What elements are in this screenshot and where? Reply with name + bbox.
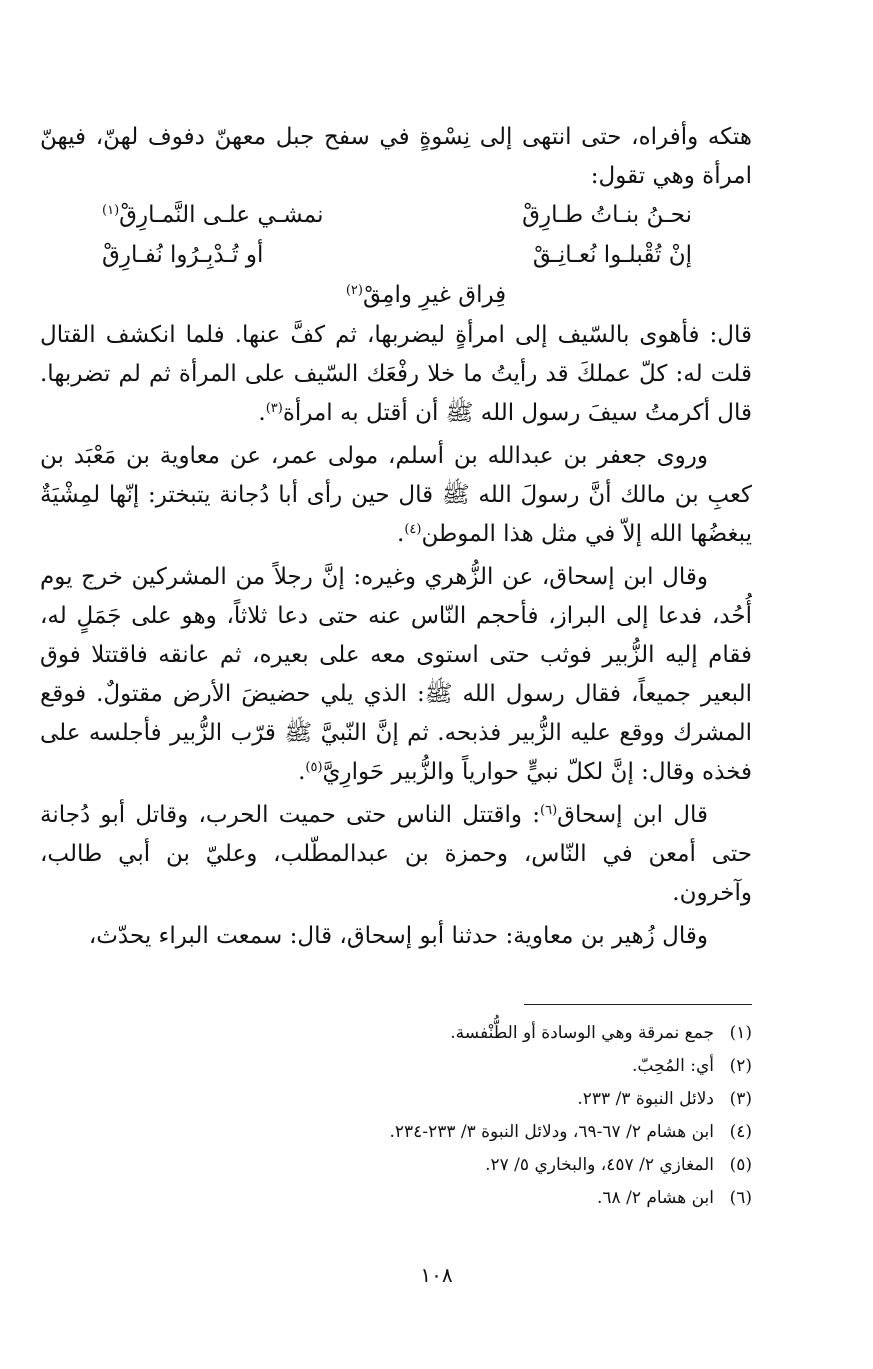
footnote-text: دلائل النبوة ٣/ ٢٣٣. <box>577 1089 714 1109</box>
footnote-ref-3: (٣) <box>265 401 283 416</box>
footnote-text: ابن هشام ٢/ ٦٧-٦٩، ودلائل النبوة ٣/ ٢٣٣-٢٣٤. <box>389 1122 714 1142</box>
paragraph-4 <box>40 558 752 792</box>
verse-1-first-text: نحـنُ بنـاتُ طـارِقْ <box>522 202 692 228</box>
footnote-item <box>52 1182 752 1215</box>
paragraph-3-text: وروى جعفر بن عبدالله بن أسلم، مولى عمر، عن معاوية بن مَعْبَد بن كعبِ بن مالك أنَّ رسولَ الله ﷺ قال حين رأى أبا دُجانة يتبختر: إنّها لمِشْيَةٌ يبغضُها الله إلاّ في مثل هذا الموطن <box>40 443 752 547</box>
verse-3-text: فِراق غيرِ وامِقْ <box>362 282 507 308</box>
footnote-ref-5: (٥) <box>305 760 323 775</box>
paragraph-2-text: قال: فأهوى بالسّيف إلى امرأةٍ ليضربها، ثم كفَّ عنها. فلما انكشف القتال قلت له: كلّ عملكَ قد رأيتُ ما خلا رفْعَك السّيف على المرأة ثم لم تضربها. قال أكرمتُ سيفَ رسول الله ﷺ أن أقتل به امرأة <box>40 322 752 426</box>
paragraph-2-end: . <box>258 400 266 426</box>
footnote-number: (١) <box>729 1023 752 1043</box>
footnote-ref-6: (٦) <box>540 803 558 818</box>
footnote-ref-1: (١) <box>102 203 120 218</box>
verse-line-3 <box>40 276 752 316</box>
verse-2-second-text: أو تُـدْبِـرُوا نُفـارِقْ <box>102 242 264 268</box>
main-text <box>40 118 752 956</box>
paragraph-4-end: . <box>298 759 306 785</box>
paragraph-5 <box>40 796 752 913</box>
footnote-ref-4: (٤) <box>404 522 422 537</box>
verse-1-second-text: نمشـي علـى النَّمـارِقْ <box>119 202 324 228</box>
paragraph-1-text: هتكه وأفراه، حتى انتهى إلى نِسْوةٍ في سفح جبل معهنّ دفوف لهنّ، فيهنّ امرأة وهي تقول: <box>40 124 752 189</box>
footnote-number: (٦) <box>729 1188 752 1208</box>
footnote-item <box>52 1116 752 1149</box>
footnote-item <box>52 1149 752 1182</box>
paragraph-3-end: . <box>397 521 405 547</box>
paragraph-5-rest: : واقتتل الناس حتى حميت الحرب، وقاتل أبو دُجانة حتى أمعن في النّاس، وحمزة بن عبدالمطّلب، وعليّ بن أبي طالب، وآخرون. <box>40 802 752 906</box>
footnote-text: المغازي ٢/ ٤٥٧، والبخاري ٥/ ٢٧. <box>485 1155 714 1175</box>
verse-1-first-hemistich <box>522 196 692 235</box>
footnote-item <box>52 1017 752 1050</box>
footnote-item <box>52 1083 752 1116</box>
paragraph-4-text: وقال ابن إسحاق، عن الزُّهري وغيره: إنَّ رجلاً من المشركين خرج يوم أُحُد، فدعا إلى البراز، فأحجم النّاس عنه حتى دعا ثلاثاً، وهو على جَمَلٍ له، فقام إليه الزُّبير فوثب حتى استوى معه على بعيره، ثم عانقه فاقتتلا فوق البعير جميعاً، فقال رسول الله ﷺ: الذي يلي حضيضَ الأرض مقتولٌ. فوقع المشرك ووقع عليه الزُّبير فذبحه. ثم إنَّ النّبيَّ ﷺ قرّب الزُّبير فأجلسه على فخذه وقال: إنَّ لكلّ نبيٍّ حوارياً والزُّبير حَوارِيَّ <box>40 564 752 785</box>
footnote-text: جمع نمرقة وهي الوسادة أو الطُّنْفسة. <box>450 1023 714 1043</box>
footnote-number: (٣) <box>729 1089 752 1109</box>
verse-line-2 <box>40 236 752 276</box>
footnote-number: (٥) <box>729 1155 752 1175</box>
verse-2-first-hemistich <box>533 236 692 275</box>
paragraph-6-text: وقال زُهير بن معاوية: حدثنا أبو إسحاق، قال: سمعت البراء يحدّث، <box>88 923 708 949</box>
paragraph-5-text: قال ابن إسحاق <box>557 802 708 828</box>
footnote-divider <box>524 1004 752 1005</box>
paragraph-1 <box>40 118 752 196</box>
footnote-ref-2: (٢) <box>345 283 363 298</box>
paragraph-2 <box>40 316 752 433</box>
footnote-text: أي: المُحِبّ. <box>632 1056 714 1076</box>
page-number: ١٠٨ <box>420 1263 453 1287</box>
paragraph-6 <box>40 917 752 956</box>
footnote-number: (٤) <box>729 1122 752 1142</box>
verse-line-1 <box>40 196 752 236</box>
verse-1-second-hemistich <box>102 196 323 235</box>
footnote-text: ابن هشام ٢/ ٦٨. <box>597 1188 714 1208</box>
footnote-item <box>52 1050 752 1083</box>
verse-2-second-hemistich <box>102 236 263 275</box>
verse-2-first-text: إنْ تُقْبلـوا نُعـانِـقْ <box>532 242 692 268</box>
footnotes-list <box>52 1017 752 1215</box>
footnote-number: (٢) <box>729 1056 752 1076</box>
paragraph-3 <box>40 437 752 554</box>
